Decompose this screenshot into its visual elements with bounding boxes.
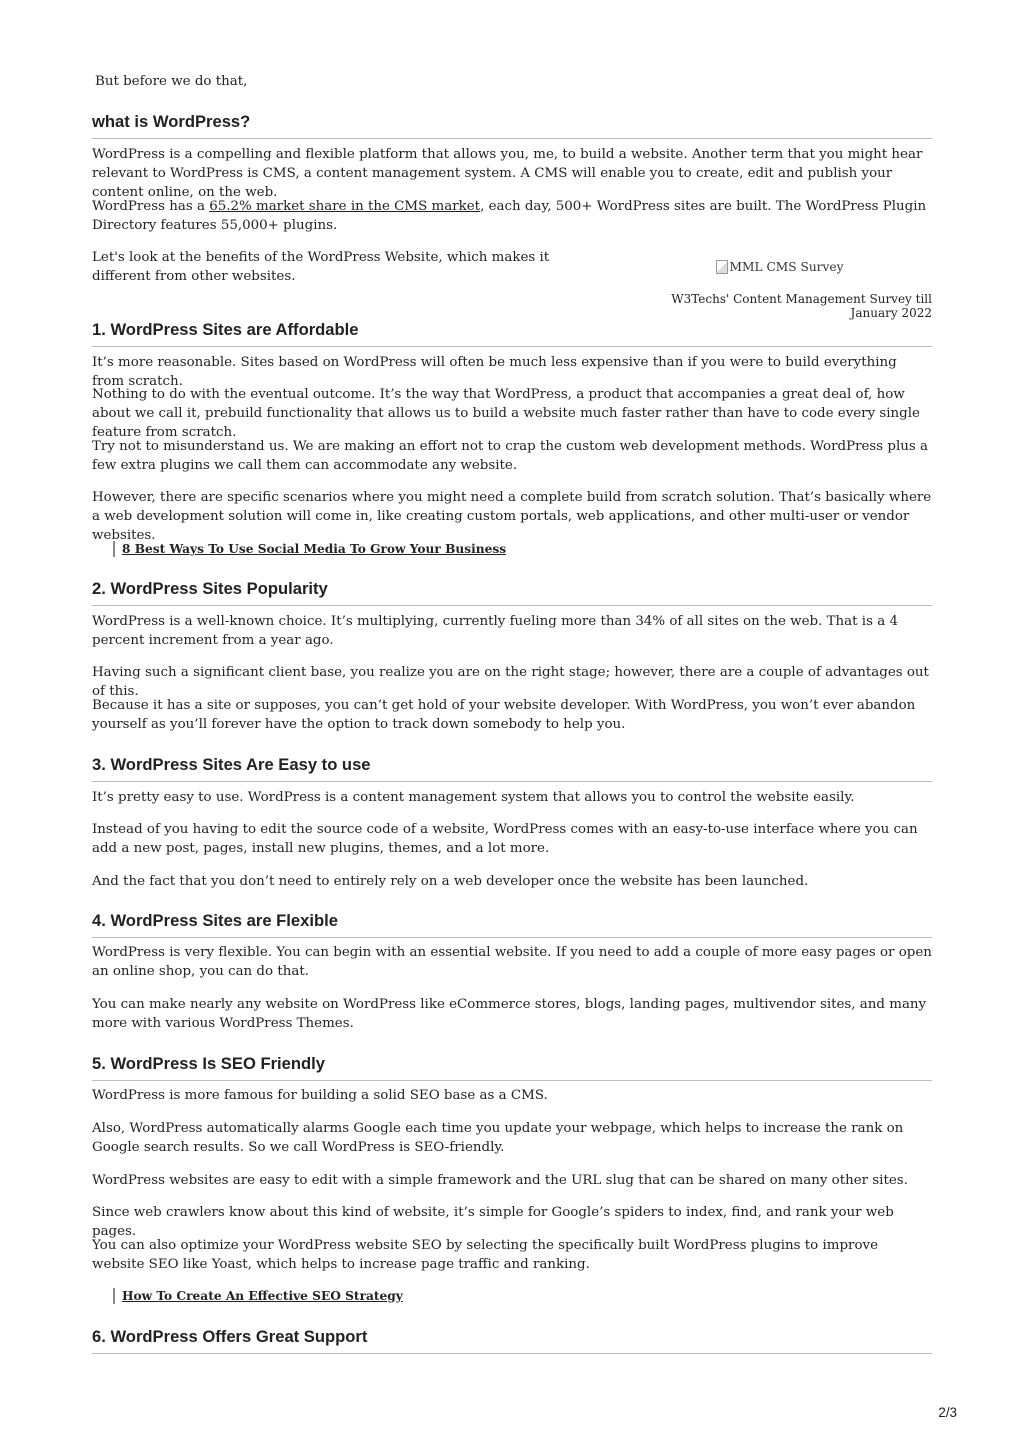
heading-section-4: 4. WordPress Sites are Flexible: [92, 911, 932, 938]
intro-text: But before we do that,: [95, 74, 248, 89]
paragraph: You can also optimize your WordPress website SEO by selecting the specifically built WordPress plugins to improve website SEO like Yoast, which helps to increase page traffic and ranking.: [92, 1238, 879, 1272]
heading-section-6: 6. WordPress Offers Great Support: [92, 1327, 932, 1354]
paragraph: And the fact that you don’t need to entirely rely on a web developer once the website has been launched.: [92, 874, 809, 889]
heading-section-5: 5. WordPress Is SEO Friendly: [92, 1054, 932, 1081]
paragraph: Try not to misunderstand us. We are making an effort not to crap the custom web development methods. WordPress plus a few extra plugins we call them can accommodate any website.: [92, 439, 928, 473]
paragraph: Let's look at the benefits of the WordPress Website, which makes it different from other websites.: [92, 250, 550, 284]
broken-image-icon: [716, 260, 728, 274]
paragraph: It’s pretty easy to use. WordPress is a content management system that allows you to control the website easily.: [92, 790, 855, 805]
cms-survey-figure: [627, 259, 932, 320]
page-number: 2/3: [938, 1405, 957, 1420]
figure-caption: W3Techs' Content Management Survey till January 2022: [671, 292, 932, 320]
related-post-quote: [113, 541, 506, 557]
paragraph-market-share: WordPress has a 65.2% market share in the CMS market, each day, 500+ WordPress sites are built. The WordPress Plugin Directory features 55,000+ plugins.: [92, 199, 927, 233]
paragraph: Because it has a site or supposes, you can’t get hold of your website developer. With WordPress, you won’t ever abandon yourself as you’ll forever have the option to track down somebody to help you.: [92, 698, 916, 732]
paragraph: WordPress websites are easy to edit with a simple framework and the URL slug that can be shared on many other sites.: [92, 1173, 908, 1188]
paragraph: You can make nearly any website on WordPress like eCommerce stores, blogs, landing pages, multivendor sites, and many more with various WordPress Themes.: [92, 997, 927, 1031]
paragraph: WordPress is a well-known choice. It’s multiplying, currently fueling more than 34% of all sites on the web. That is a 4 percent increment from a year ago.: [92, 614, 898, 648]
related-post-link[interactable]: 8 Best Ways To Use Social Media To Grow Your Business: [122, 542, 507, 556]
related-post-link[interactable]: How To Create An Effective SEO Strategy: [122, 1289, 403, 1303]
paragraph: WordPress is very flexible. You can begin with an essential website. If you need to add a couple of more easy pages or open an online shop, you can do that.: [92, 945, 932, 979]
paragraph: However, there are specific scenarios where you might need a complete build from scratch solution. That’s basically where a web development solution will come in, like creating custom portals, web applications, and other multi-user or vendor websites.: [92, 490, 932, 543]
related-post-quote: [113, 1288, 403, 1304]
heading-section-3: 3. WordPress Sites Are Easy to use: [92, 755, 932, 782]
paragraph: Instead of you having to edit the source code of a website, WordPress comes with an easy-to-use interface where you can add a new post, pages, install new plugins, themes, and a lot more.: [92, 822, 918, 856]
market-share-link[interactable]: 65.2% market share in the CMS market: [209, 199, 481, 214]
paragraph: Also, WordPress automatically alarms Google each time you update your webpage, which helps to increase the rank on Google search results. So we call WordPress is SEO-friendly.: [92, 1121, 904, 1155]
paragraph: WordPress is more famous for building a solid SEO base as a CMS.: [92, 1088, 548, 1103]
heading-section-2: 2. WordPress Sites Popularity: [92, 579, 932, 606]
paragraph: WordPress is a compelling and flexible platform that allows you, me, to build a website. Another term that you might hear relevant to WordPress is CMS, a content management system. A CMS will enable you to create, edit and publish your content online, on the web.: [92, 147, 923, 200]
paragraph: Since web crawlers know about this kind of website, it’s simple for Google’s spiders to index, find, and rank your web pages.: [92, 1205, 894, 1239]
paragraph: Nothing to do with the eventual outcome. It’s the way that WordPress, a product that accompanies a great deal of, how about we call it, prebuild functionality that allows us to build a website much faster rather than have to code every single feature from scratch.: [92, 387, 920, 440]
heading-section-1: 1. WordPress Sites are Affordable: [92, 320, 932, 347]
cms-survey-image: MML CMS Survey: [716, 260, 844, 274]
heading-what-is-wordpress: what is WordPress?: [92, 112, 932, 139]
paragraph: It’s more reasonable. Sites based on WordPress will often be much less expensive than if you were to build everything from scratch.: [92, 355, 897, 389]
paragraph: Having such a significant client base, you realize you are on the right stage; however, there are a couple of advantages out of this.: [92, 665, 929, 699]
